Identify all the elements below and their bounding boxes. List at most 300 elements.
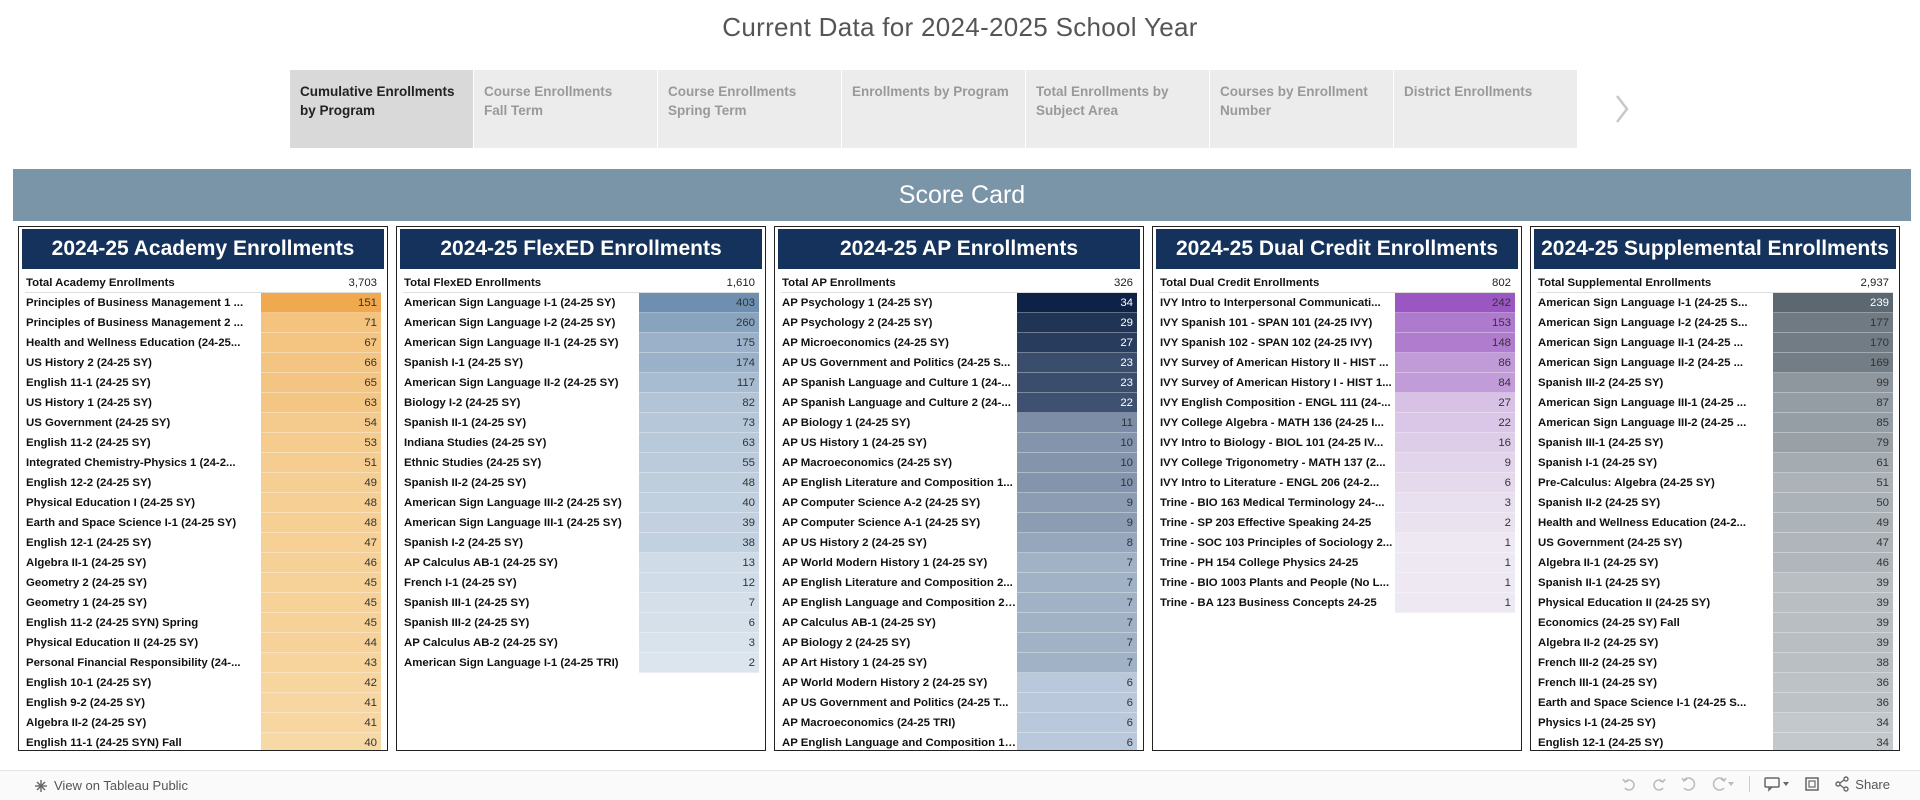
course-name: Pre-Calculus: Algebra (24-25 SY) — [1538, 477, 1715, 489]
table-row[interactable] — [1159, 413, 1515, 433]
table-row[interactable] — [1537, 533, 1893, 553]
table-row[interactable] — [781, 473, 1137, 493]
course-name: Physics I-1 (24-25 SY) — [1538, 717, 1656, 729]
table-row[interactable] — [1537, 293, 1893, 313]
course-name: AP US Government and Politics (24-25 S... — [782, 357, 1011, 369]
enrollment-count: 86 — [1395, 353, 1515, 373]
table-row[interactable] — [781, 453, 1137, 473]
course-name: American Sign Language III-2 (24-25 SY) — [404, 497, 622, 509]
nav-next-arrow[interactable] — [1610, 70, 1634, 148]
total-label: Total Supplemental Enrollments — [1538, 276, 1712, 289]
table-row[interactable] — [403, 313, 759, 333]
course-name: Ethnic Studies (24-25 SY) — [404, 457, 542, 469]
table-row[interactable] — [25, 693, 381, 713]
enrollment-count: 9 — [1017, 513, 1137, 533]
table-row[interactable] — [25, 573, 381, 593]
table-row[interactable] — [1537, 413, 1893, 433]
table-row[interactable] — [1159, 353, 1515, 373]
table-row[interactable] — [403, 473, 759, 493]
table-row[interactable] — [403, 453, 759, 473]
table-row[interactable] — [1159, 473, 1515, 493]
flexed-table — [403, 273, 759, 673]
table-row[interactable] — [403, 333, 759, 353]
table-row[interactable] — [781, 713, 1137, 733]
table-row[interactable] — [781, 693, 1137, 713]
course-name: Spanish I-1 (24-25 SY) — [1538, 457, 1658, 469]
enrollment-count: 34 — [1773, 733, 1893, 751]
redo-button[interactable] — [1651, 776, 1667, 792]
course-name: Earth and Space Science I-1 (24-25 S... — [1538, 697, 1747, 709]
course-name: AP Calculus AB-1 (24-25 SY) — [404, 557, 558, 569]
revert-button[interactable] — [1681, 776, 1697, 792]
enrollment-count: 42 — [261, 673, 381, 693]
tab-6[interactable] — [1394, 70, 1577, 148]
chevron-down-icon — [1782, 780, 1790, 788]
enrollment-count: 1 — [1395, 593, 1515, 613]
table-row[interactable] — [1537, 593, 1893, 613]
course-name: Health and Wellness Education (24-25... — [26, 337, 241, 349]
enrollment-count: 6 — [1017, 733, 1137, 751]
enrollment-count: 34 — [1017, 293, 1137, 313]
table-row[interactable] — [403, 393, 759, 413]
enrollment-count: 1 — [1395, 573, 1515, 593]
enrollment-count: 1 — [1395, 533, 1515, 553]
enrollment-count: 6 — [1017, 713, 1137, 733]
course-name: IVY College Algebra - MATH 136 (24-25 I... — [1160, 417, 1384, 429]
course-name: Physical Education II (24-25 SY) — [1538, 597, 1711, 609]
enrollment-count: 39 — [1773, 633, 1893, 653]
course-name: IVY English Composition - ENGL 111 (24-... — [1160, 397, 1391, 409]
course-name: Spanish II-1 (24-25 SY) — [1538, 577, 1661, 589]
tab-0[interactable] — [290, 70, 473, 148]
course-name: American Sign Language III-2 (24-25 ... — [1538, 417, 1747, 429]
enrollment-count: 46 — [261, 553, 381, 573]
table-row[interactable] — [25, 313, 381, 333]
table-row[interactable] — [781, 553, 1137, 573]
enrollment-count: 73 — [639, 413, 759, 433]
course-name: Algebra II-2 (24-25 SY) — [26, 717, 147, 729]
enrollment-count: 13 — [639, 553, 759, 573]
course-name: American Sign Language II-2 (24-25 ... — [1538, 357, 1744, 369]
enrollment-count: 40 — [639, 493, 759, 513]
tab-4[interactable] — [1026, 70, 1209, 148]
course-name: Spanish I-1 (24-25 SY) — [404, 357, 524, 369]
enrollment-count: 36 — [1773, 673, 1893, 693]
enrollment-count: 39 — [1773, 613, 1893, 633]
course-name: Integrated Chemistry-Physics 1 (24-2... — [26, 457, 236, 469]
table-row[interactable] — [403, 413, 759, 433]
total-value: 326 — [1113, 276, 1133, 289]
enrollment-count: 7 — [1017, 613, 1137, 633]
course-name: Spanish II-1 (24-25 SY) — [404, 417, 527, 429]
table-row[interactable] — [781, 513, 1137, 533]
table-row[interactable] — [781, 673, 1137, 693]
course-name: AP English Literature and Composition 1... — [782, 477, 1013, 489]
table-row[interactable] — [1159, 593, 1515, 613]
table-row[interactable] — [1537, 333, 1893, 353]
tab-label-line2: Subject Area — [1036, 103, 1119, 118]
course-name: AP US History 1 (24-25 SY) — [782, 437, 927, 449]
share-icon — [1834, 776, 1850, 792]
enrollment-count: 239 — [1773, 293, 1893, 313]
course-name: IVY Spanish 101 - SPAN 101 (24-25 IVY) — [1160, 317, 1373, 329]
course-name: Principles of Business Management 2 ... — [26, 317, 244, 329]
total-value: 1,610 — [726, 276, 755, 289]
total-row — [1537, 273, 1893, 293]
enrollment-count: 153 — [1395, 313, 1515, 333]
undo-icon — [1621, 776, 1637, 792]
table-row[interactable] — [781, 433, 1137, 453]
table-row[interactable] — [25, 373, 381, 393]
table-row[interactable] — [1537, 493, 1893, 513]
tab-label-line2: Number — [1220, 103, 1272, 118]
course-name: AP Calculus AB-1 (24-25 SY) — [782, 617, 936, 629]
comment-icon — [1764, 776, 1782, 792]
course-name: AP English Literature and Composition 2... — [782, 577, 1013, 589]
enrollment-count: 55 — [639, 453, 759, 473]
course-name: AP World Modern History 1 (24-25 SY) — [782, 557, 988, 569]
table-row[interactable] — [1159, 433, 1515, 453]
table-row[interactable] — [1537, 573, 1893, 593]
table-row[interactable] — [25, 613, 381, 633]
table-row[interactable] — [1537, 713, 1893, 733]
academy-panel-title: 2024-25 Academy Enrollments — [22, 229, 384, 269]
course-name: Biology I-2 (24-25 SY) — [404, 397, 521, 409]
enrollment-count: 99 — [1773, 373, 1893, 393]
enrollment-count: 45 — [261, 613, 381, 633]
total-row — [25, 273, 381, 293]
course-name: AP Computer Science A-2 (24-25 SY) — [782, 497, 981, 509]
tab-label-line1: Total Enrollments by — [1036, 84, 1169, 99]
academy-enrollments-panel — [18, 226, 388, 751]
enrollment-count: 23 — [1017, 373, 1137, 393]
table-row[interactable] — [403, 293, 759, 313]
table-row[interactable] — [25, 653, 381, 673]
tab-label-line2: by Program — [300, 103, 376, 118]
course-name: IVY College Trigonometry - MATH 137 (2... — [1160, 457, 1386, 469]
table-row[interactable] — [25, 433, 381, 453]
table-row[interactable] — [25, 733, 381, 751]
flexed-enrollments-panel — [396, 226, 766, 751]
course-name: English 11-2 (24-25 SY) — [26, 437, 151, 449]
supp-enrollments-panel — [1530, 226, 1900, 751]
table-row[interactable] — [1537, 393, 1893, 413]
table-row[interactable] — [1159, 513, 1515, 533]
course-name: IVY Spanish 102 - SPAN 102 (24-25 IVY) — [1160, 337, 1373, 349]
enrollment-count: 39 — [1773, 573, 1893, 593]
enrollment-count: 47 — [1773, 533, 1893, 553]
enrollment-count: 117 — [639, 373, 759, 393]
enrollment-count: 41 — [261, 693, 381, 713]
undo-button[interactable] — [1621, 776, 1637, 792]
table-row[interactable] — [781, 413, 1137, 433]
enrollment-count: 87 — [1773, 393, 1893, 413]
table-row[interactable] — [403, 553, 759, 573]
table-row[interactable] — [781, 633, 1137, 653]
share-label: Share — [1855, 776, 1890, 792]
tab-5[interactable] — [1210, 70, 1393, 148]
table-row[interactable] — [781, 573, 1137, 593]
course-name: English 11-1 (24-25 SYN) Fall — [26, 737, 182, 749]
table-row[interactable] — [1537, 673, 1893, 693]
fullscreen-button[interactable] — [1804, 776, 1820, 792]
enrollment-count: 61 — [1773, 453, 1893, 473]
table-row[interactable] — [25, 673, 381, 693]
view-on-tableau-link[interactable] — [34, 778, 188, 793]
course-name: AP Macroeconomics (24-25 TRI) — [782, 717, 956, 729]
table-row[interactable] — [25, 353, 381, 373]
table-row[interactable] — [1159, 573, 1515, 593]
table-row[interactable] — [1159, 393, 1515, 413]
table-row[interactable] — [781, 373, 1137, 393]
table-row[interactable] — [1537, 553, 1893, 573]
table-row[interactable] — [1159, 333, 1515, 353]
course-name: AP Microeconomics (24-25 SY) — [782, 337, 949, 349]
fullscreen-icon — [1804, 776, 1820, 792]
table-row[interactable] — [781, 293, 1137, 313]
table-row[interactable] — [1159, 293, 1515, 313]
enrollment-count: 10 — [1017, 453, 1137, 473]
table-row[interactable] — [1537, 453, 1893, 473]
enrollment-count: 85 — [1773, 413, 1893, 433]
course-name: AP World Modern History 2 (24-25 SY) — [782, 677, 988, 689]
table-row[interactable] — [1159, 453, 1515, 473]
course-name: AP Spanish Language and Culture 1 (24-... — [782, 377, 1011, 389]
table-row[interactable] — [1537, 653, 1893, 673]
enrollment-count: 36 — [1773, 693, 1893, 713]
table-row[interactable] — [25, 493, 381, 513]
course-name: Spanish III-2 (24-25 SY) — [404, 617, 530, 629]
enrollment-count: 51 — [1773, 473, 1893, 493]
table-row[interactable] — [1537, 353, 1893, 373]
course-name: Algebra II-1 (24-25 SY) — [1538, 557, 1659, 569]
table-row[interactable] — [25, 593, 381, 613]
course-name: AP US Government and Politics (24-25 T... — [782, 697, 1009, 709]
table-row[interactable] — [403, 493, 759, 513]
table-row[interactable] — [1159, 493, 1515, 513]
enrollment-count: 11 — [1017, 413, 1137, 433]
toolbar-divider — [1749, 776, 1750, 792]
table-row[interactable] — [781, 393, 1137, 413]
table-row[interactable] — [781, 613, 1137, 633]
course-name: Indiana Studies (24-25 SY) — [404, 437, 547, 449]
table-row[interactable] — [403, 353, 759, 373]
enrollment-count: 49 — [1773, 513, 1893, 533]
table-row[interactable] — [25, 513, 381, 533]
course-name: Algebra II-2 (24-25 SY) — [1538, 637, 1659, 649]
course-name: Principles of Business Management 1 ... — [26, 297, 244, 309]
total-value: 2,937 — [1860, 276, 1889, 289]
table-row[interactable] — [1537, 313, 1893, 333]
course-name: Geometry 2 (24-25 SY) — [26, 577, 147, 589]
table-row[interactable] — [781, 313, 1137, 333]
table-row[interactable] — [1159, 373, 1515, 393]
course-name: Trine - BA 123 Business Concepts 24-25 — [1160, 597, 1377, 609]
table-row[interactable] — [403, 513, 759, 533]
course-name: AP Art History 1 (24-25 SY) — [782, 657, 927, 669]
view-on-tableau-label: View on Tableau Public — [54, 778, 188, 793]
enrollment-count: 39 — [639, 513, 759, 533]
enrollment-count: 403 — [639, 293, 759, 313]
course-name: American Sign Language I-2 (24-25 S... — [1538, 317, 1748, 329]
enrollment-count: 151 — [261, 293, 381, 313]
course-name: American Sign Language II-1 (24-25 ... — [1538, 337, 1744, 349]
enrollment-count: 7 — [1017, 593, 1137, 613]
enrollment-count: 44 — [261, 633, 381, 653]
table-row[interactable] — [1537, 633, 1893, 653]
table-row[interactable] — [25, 533, 381, 553]
enrollment-count: 82 — [639, 393, 759, 413]
table-row[interactable] — [25, 333, 381, 353]
table-row[interactable] — [403, 593, 759, 613]
course-name: Spanish I-2 (24-25 SY) — [404, 537, 524, 549]
table-row[interactable] — [403, 573, 759, 593]
enrollment-count: 169 — [1773, 353, 1893, 373]
table-row[interactable] — [403, 433, 759, 453]
table-row[interactable] — [1159, 313, 1515, 333]
course-name: Physical Education I (24-25 SY) — [26, 497, 196, 509]
course-name: English 10-1 (24-25 SY) — [26, 677, 152, 689]
table-row[interactable] — [1537, 473, 1893, 493]
enrollment-count: 27 — [1395, 393, 1515, 413]
table-row[interactable] — [781, 533, 1137, 553]
total-row — [403, 273, 759, 293]
enrollment-count: 66 — [261, 353, 381, 373]
tab-2[interactable] — [658, 70, 841, 148]
table-row[interactable] — [781, 353, 1137, 373]
enrollment-count: 67 — [261, 333, 381, 353]
enrollment-count: 48 — [261, 493, 381, 513]
course-name: English 11-2 (24-25 SYN) Spring — [26, 617, 199, 629]
tableau-icon — [34, 779, 48, 793]
tab-3[interactable] — [842, 70, 1025, 148]
table-row[interactable] — [1159, 553, 1515, 573]
enrollment-count: 6 — [639, 613, 759, 633]
refresh-button[interactable] — [1711, 776, 1735, 792]
course-name: AP Spanish Language and Culture 2 (24-... — [782, 397, 1011, 409]
total-label: Total AP Enrollments — [782, 276, 896, 289]
course-name: IVY Intro to Interpersonal Communicati... — [1160, 297, 1381, 309]
course-name: French III-2 (24-25 SY) — [1538, 657, 1658, 669]
enrollment-count: 16 — [1395, 433, 1515, 453]
course-name: Spanish II-2 (24-25 SY) — [404, 477, 527, 489]
chevron-right-icon — [1614, 94, 1630, 124]
tab-label-line2: Spring Term — [668, 103, 747, 118]
enrollment-count: 22 — [1017, 393, 1137, 413]
enrollment-count: 84 — [1395, 373, 1515, 393]
course-name: Trine - PH 154 College Physics 24-25 — [1160, 557, 1359, 569]
table-row[interactable] — [781, 493, 1137, 513]
table-row[interactable] — [1537, 433, 1893, 453]
course-name: Trine - SP 203 Effective Speaking 24-25 — [1160, 517, 1372, 529]
enrollment-count: 49 — [261, 473, 381, 493]
course-name: AP Calculus AB-2 (24-25 SY) — [404, 637, 558, 649]
enrollment-count: 2 — [1395, 513, 1515, 533]
table-row[interactable] — [25, 393, 381, 413]
enrollment-count: 22 — [1395, 413, 1515, 433]
table-row[interactable] — [25, 413, 381, 433]
share-button[interactable] — [1834, 776, 1890, 792]
course-name: Physical Education II (24-25 SY) — [26, 637, 199, 649]
total-value: 802 — [1491, 276, 1511, 289]
enrollment-count: 45 — [261, 573, 381, 593]
total-row — [1159, 273, 1515, 293]
table-row[interactable] — [1159, 533, 1515, 553]
table-row[interactable] — [1537, 693, 1893, 713]
table-row[interactable] — [403, 613, 759, 633]
table-row[interactable] — [25, 553, 381, 573]
table-row[interactable] — [403, 533, 759, 553]
total-row — [781, 273, 1137, 293]
tab-label-line1: Course Enrollments — [484, 84, 613, 99]
table-row[interactable] — [403, 373, 759, 393]
tab-1[interactable] — [474, 70, 657, 148]
course-name: Trine - SOC 103 Principles of Sociology 2... — [1160, 537, 1393, 549]
table-row[interactable] — [25, 473, 381, 493]
total-label: Total Academy Enrollments — [26, 276, 175, 289]
table-row[interactable] — [25, 633, 381, 653]
enrollment-count: 48 — [261, 513, 381, 533]
course-name: Personal Financial Responsibility (24-... — [26, 657, 241, 669]
table-row[interactable] — [781, 733, 1137, 751]
course-name: American Sign Language II-2 (24-25 SY) — [404, 377, 619, 389]
enrollment-count: 10 — [1017, 433, 1137, 453]
enrollment-count: 6 — [1017, 693, 1137, 713]
table-row[interactable] — [781, 333, 1137, 353]
enrollment-count: 50 — [1773, 493, 1893, 513]
table-row[interactable] — [1537, 733, 1893, 751]
page-title: Current Data for 2024-2025 School Year — [722, 12, 1198, 42]
course-name: American Sign Language II-1 (24-25 SY) — [404, 337, 619, 349]
table-row[interactable] — [1537, 373, 1893, 393]
enrollment-count: 34 — [1773, 713, 1893, 733]
enrollment-count: 7 — [1017, 653, 1137, 673]
course-name: English 11-1 (24-25 SY) — [26, 377, 151, 389]
table-row[interactable] — [403, 653, 759, 673]
enrollment-count: 6 — [1395, 473, 1515, 493]
enrollment-count: 242 — [1395, 293, 1515, 313]
enrollment-count: 29 — [1017, 313, 1137, 333]
enrollment-count: 177 — [1773, 313, 1893, 333]
dual-enrollments-panel — [1152, 226, 1522, 751]
course-name: American Sign Language I-1 (24-25 S... — [1538, 297, 1748, 309]
enrollment-count: 170 — [1773, 333, 1893, 353]
course-name: Spanish III-1 (24-25 SY) — [1538, 437, 1664, 449]
table-row[interactable] — [1537, 613, 1893, 633]
course-name: Spanish II-2 (24-25 SY) — [1538, 497, 1661, 509]
table-row[interactable] — [25, 713, 381, 733]
tab-label-line2: Fall Term — [484, 103, 544, 118]
course-name: AP English Language and Composition 2 ... — [782, 597, 1017, 609]
refresh-icon — [1711, 776, 1727, 792]
enrollment-count: 51 — [261, 453, 381, 473]
table-row[interactable] — [781, 653, 1137, 673]
comment-button[interactable] — [1764, 776, 1790, 792]
table-row[interactable] — [403, 633, 759, 653]
course-name: American Sign Language III-1 (24-25 SY) — [404, 517, 622, 529]
enrollment-count: 10 — [1017, 473, 1137, 493]
enrollment-count: 43 — [261, 653, 381, 673]
table-row[interactable] — [25, 453, 381, 473]
table-row[interactable] — [781, 593, 1137, 613]
tab-label-line1: District Enrollments — [1404, 84, 1533, 99]
enrollment-count: 48 — [639, 473, 759, 493]
course-name: US Government (24-25 SY) — [1538, 537, 1683, 549]
table-row[interactable] — [25, 293, 381, 313]
course-name: French III-1 (24-25 SY) — [1538, 677, 1658, 689]
course-name: Trine - BIO 1003 Plants and People (No L... — [1160, 577, 1390, 589]
table-row[interactable] — [1537, 513, 1893, 533]
